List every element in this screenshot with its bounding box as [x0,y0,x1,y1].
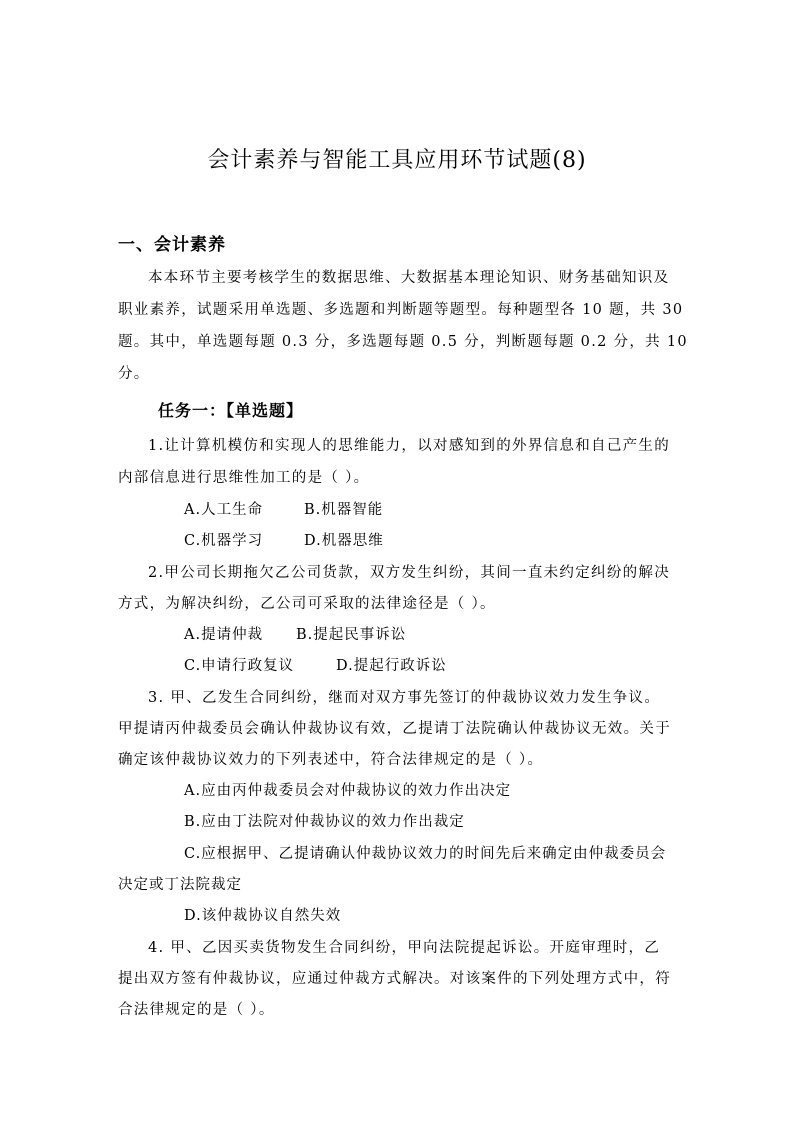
option-a: A.人工生命 [184,502,264,518]
question-stem: 方式，为解决纠纷，乙公司可采取的法律途径是（ ）。 [118,596,496,612]
option-b: B.机器智能 [304,502,384,518]
option-b: B.应由丁法院对仲裁协议的效力作出裁定 [184,814,465,830]
question-stem: 甲提请丙仲裁委员会确认仲裁协议有效，乙提请丁法院确认仲裁协议无效。关于 [118,721,671,737]
option-d: D.提起行政诉讼 [336,658,447,674]
question-stem: 1.让计算机模仿和实现人的思维能力，以对感知到的外界信息和自己产生的 [148,438,671,454]
intro-line: 分。 [118,366,150,382]
option-c: C.机器学习 [184,533,264,549]
page-title: 会计素养与智能工具应用环节试题(8) [207,148,587,173]
option-a: A.提请仲裁 [184,627,264,643]
option-a: A.应由丙仲裁委员会对仲裁协议的效力作出决定 [184,783,512,799]
option-c-continued: 决定或丁法院裁定 [118,877,242,893]
task-heading: 任务一：【单选题】 [158,401,304,420]
intro-line: 题。其中，单选题每题 0.3 分，多选题每题 0.5 分，判断题每题 0.2 分，共 10 [118,334,688,350]
option-c: C.应根据甲、乙提请确认仲裁协议效力的时间先后来确定由仲裁委员会 [184,846,667,862]
question-stem: 3. 甲、乙发生合同纠纷，继而对双方事先签订的仲裁协议效力发生争议。 [148,690,661,706]
option-b: B.提起民事诉讼 [296,627,407,643]
question-stem: 合法律规定的是（ ）。 [118,1002,275,1018]
option-d: D.该仲裁协议自然失效 [184,908,342,924]
option-c: C.申请行政复议 [184,658,295,674]
intro-line: 职业素养，试题采用单选题、多选题和判断题等题型。每种题型各 10 题，共 30 [118,302,684,318]
question-stem: 确定该仲裁协议效力的下列表述中，符合法律规定的是（ ）。 [118,752,544,768]
question-stem: 4. 甲、乙因买卖货物发生合同纠纷，甲向法院提起诉讼。开庭审理时，乙 [148,940,661,956]
question-stem: 内部信息进行思维性加工的是（ ）。 [118,470,370,486]
option-d: D.机器思维 [304,533,384,549]
section-heading: 一、会计素养 [118,235,226,255]
question-stem: 提出双方签有仲裁协议，应通过仲裁方式解决。对该案件的下列处理方式中，符 [118,971,671,987]
intro-line: 本本环节主要考核学生的数据思维、大数据基本理论知识、财务基础知识及 [148,270,670,286]
question-stem: 2.甲公司长期拖欠乙公司货款，双方发生纠纷，其间一直未约定纠纷的解决 [148,565,671,581]
